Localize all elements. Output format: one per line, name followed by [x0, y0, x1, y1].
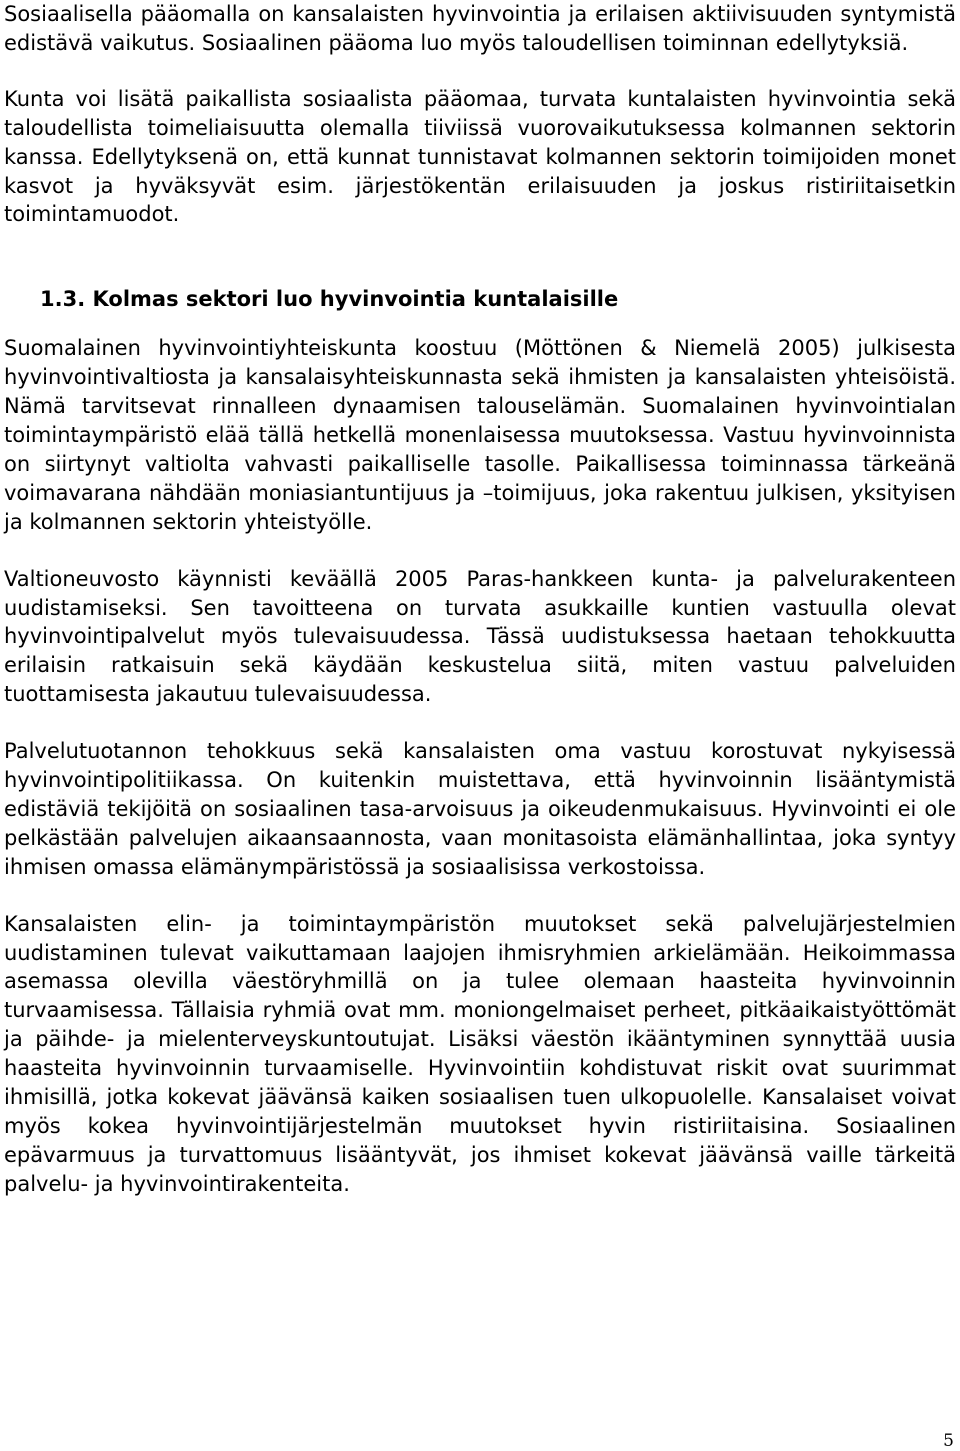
- paragraph-service-efficiency: Palvelutuotannon tehokkuus sekä kansalaisten oma vastuu korostuvat nykyisessä hyvinvointipolitiikassa. On kuitenkin muistettava, että hyvinvoinnin lisääntymistä edistäviä tekijöitä on sosiaalinen tasa-arvoisuus ja oikeudenmukaisuus. Hyvinvointi ei ole pelkästään palvelujen aikaansaannosta, vaan monitasoista elämänhallintaa, joka syntyy ihmisen omassa elämänympäristössä ja sosiaalisissa verkostoissa.: [4, 739, 956, 879]
- paragraph-welfare-society: Suomalainen hyvinvointiyhteiskunta koostuu (Möttönen & Niemelä 2005) julkisesta hyvinvointivaltiosta ja kansalaisyhteiskunnasta sekä ihmisten ja kansalaisten yhteisöistä. Nämä tarvitsevat rinnalleen dynaamisen talouselämän. Suomalainen hyvinvointialan toimintaympäristö elää tällä hetkellä monenlaisessa muutoksessa. Vastuu hyvinvoinnista on siirtynyt valtiolta vahvasti paikalliselle tasolle. Paikallisessa toiminnassa tärkeänä voimavarana nähdään moniasiantuntijuus ja –toimijuus, joka rakentuu julkisen, yksityisen ja kolmannen sektorin yhteistyölle.: [4, 336, 956, 534]
- section-heading: 1.3. Kolmas sektori luo hyvinvointia kuntalaisille: [40, 287, 619, 312]
- paragraph-paras-project: Valtioneuvosto käynnisti keväällä 2005 Paras-hankkeen kunta- ja palvelurakenteen uudistamiseksi. Sen tavoitteena on turvata asukkaille kuntien vastuulla olevat hyvinvointipalvelut myös tulevaisuudessa. Tässä uudistuksessa haetaan tehokkuutta erilaisin ratkaisuin sekä käydään keskustelua siitä, miten vastuu palveluiden tuottamisesta jakautuu tulevaisuudessa.: [4, 566, 956, 707]
- paragraph-social-capital: Sosiaalisella pääomalla on kansalaisten hyvinvointia ja erilaisen aktiivisuuden syntymistä edistävä vaikutus. Sosiaalinen pääoma luo myös taloudellisen toiminnan edellytyksiä.: [4, 2, 956, 55]
- document-page: [4, 0, 956, 1199]
- page-number: 5: [943, 1431, 954, 1451]
- paragraph-vulnerable-groups: Kansalaisten elin- ja toimintaympäristön muutokset sekä palvelujärjestelmien uudistaminen tulevat vaikuttamaan laajojen ihmisryhmien arkielämään. Heikoimmassa asemassa olevilla väestöryhmillä on ja tulee olemaan haasteita hyvinvoinnin turvaamisessa. Tällaisia ryhmiä ovat mm. moniongelmaiset perheet, pitkäaikaistyöttömät ja päihde- ja mielenterveyskuntoutujat. Lisäksi väestön ikääntyminen synnyttää uusia haasteita hyvinvoinnin turvaamiselle. Hyvinvointiin kohdistuvat riskit ovat suurimmat ihmisillä, jotka kokevat jäävänsä kaiken sosiaalisen tuen ulkopuolelle. Kansalaiset voivat myös kokea hyvinvointijärjestelmän muutokset hyvin ristiriitaisina. Sosiaalinen epävarmuus ja turvattomuus lisääntyvät, jos ihmiset kokevat jäävänsä vaille tärkeitä palvelu- ja hyvinvointirakenteita.: [4, 911, 956, 1196]
- paragraph-municipality-role: Kunta voi lisätä paikallista sosiaalista pääomaa, turvata kuntalaisten hyvinvointia sekä taloudellista toimeliaisuutta olemalla tiiviissä vuorovaikutuksessa kolmannen sektorin kanssa. Edellytyksenä on, että kunnat tunnistavat kolmannen sektorin toimijoiden monet kasvot ja hyväksyvät esim. järjestökentän erilaisuuden ja joskus ristiriitaisetkin toimintamuodot.: [4, 86, 956, 227]
